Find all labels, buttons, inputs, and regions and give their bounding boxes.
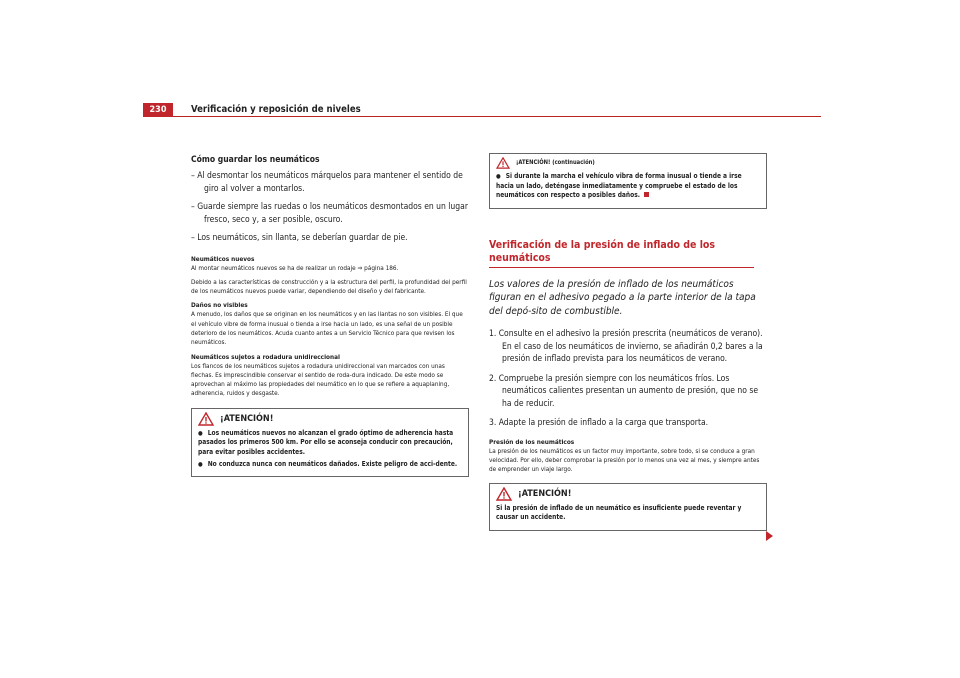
warning-title: ¡ATENCIÓN! bbox=[220, 413, 274, 424]
pressure-text: La presión de los neumáticos es un factor muy importante, sobre todo, si se conduce a gran velocidad. Por ello, deber comprobar la presión por lo menos una vez al mes, y siempre antes de emprender un viaje largo. bbox=[489, 446, 760, 474]
dash-item-3: – Los neumáticos, sin llanta, se deberían guardar de pie. bbox=[191, 233, 408, 243]
warning-bullet-1: ● Los neumáticos nuevos no alcanzan el grado óptimo de adherencia hasta pasados los primeros 500 km. Por ello se aconseja conducir con precaución, para evitar posibles accidentes. bbox=[198, 429, 462, 458]
warning-continued-bullet: ● Si durante la marcha el vehículo vibra de forma inusual o tiende a irse hacia un lado, deténgase inmediatamente y compruebe el estado de los neumáticos con respecto a posibles daños. bbox=[496, 172, 760, 201]
warning-box bbox=[191, 408, 469, 477]
section-title: Verificación de la presión de inflado de los neumáticos bbox=[489, 238, 716, 264]
warning-triangle-icon bbox=[496, 157, 510, 169]
continue-arrow-icon bbox=[766, 531, 773, 541]
step-3: 3. Adapte la presión de inflado a la carga que transporta. bbox=[489, 418, 709, 429]
dash-item-1: – Al desmontar los neumáticos márquelos para mantener el sentido de giro al volver a montarlos. bbox=[191, 171, 463, 194]
warning-text-right: Si la presión de inflado de un neumático es insuficiente puede reventar y causar un accidente. bbox=[496, 503, 742, 522]
right-column bbox=[489, 153, 767, 531]
header-rule bbox=[143, 116, 821, 117]
section-intro: Los valores de la presión de inflado de los neumáticos figuran en el adhesivo pegado a la parte interior de la tapa del depó-sito de combustible. bbox=[489, 278, 756, 317]
directional-text: Los flancos de los neumáticos sujetos a rodadura unidireccional van marcados con unas flechas. Es imprescindible conservar el sentido de roda-dura indicado. De este modo se aprovechan al máximo las propiedades del neumático en lo que se refiere a aquaplaning, adherencia, ruidos y desgaste. bbox=[191, 361, 450, 398]
warning-continued-title: ¡ATENCIÓN! (continuación) bbox=[516, 160, 595, 166]
warning-triangle-icon bbox=[198, 412, 214, 426]
hidden-damage-text: A menudo, los daños que se originan en los neumáticos y en las llantas no son visibles. El que el vehículo vibre de forma inusual o tienda a irse hacia un lado, es una señal de un posible deterioro de los neumáticos. Acuda cuanto antes a un Servicio Técnico para que revisen los neumáticos. bbox=[191, 310, 463, 347]
hidden-damage-heading: Daños no visibles bbox=[191, 301, 248, 310]
warning-triangle-icon bbox=[496, 487, 512, 501]
new-tires-text-2: Debido a las características de construcción y a la estructura del perfil, la profundidad del perfil de los neumáticos nuevos puede variar, dependiendo del diseño y del fabricante. bbox=[191, 277, 467, 296]
warning-title-right: ¡ATENCIÓN! bbox=[518, 488, 572, 499]
left-column bbox=[191, 155, 469, 477]
step-2: 2. Compruebe la presión siempre con los neumáticos fríos. Los neumáticos calientes presentan un aumento de presión, que no se ha de reducir. bbox=[489, 373, 759, 409]
pressure-heading: Presión de los neumáticos bbox=[489, 437, 575, 446]
warning-box-right bbox=[489, 483, 767, 531]
warning-continued-box bbox=[489, 153, 767, 209]
section-rule bbox=[489, 267, 754, 268]
step-1: 1. Consulte en el adhesivo la presión prescrita (neumáticos de verano). En el caso de los neumáticos de invierno, se añadirán 0,2 bares a la presión de inflado prevista para los neumáticos de verano. bbox=[489, 329, 763, 365]
directional-heading: Neumáticos sujetos a rodadura unidireccional bbox=[191, 352, 340, 361]
running-header-title: Verificación y reposición de niveles bbox=[191, 104, 361, 115]
dash-item-2: – Guarde siempre las ruedas o los neumáticos desmontados en un lugar fresco, seco y, a ser posible, oscuro. bbox=[191, 202, 468, 225]
new-tires-heading: Neumáticos nuevos bbox=[191, 254, 255, 263]
warning-bullet-2: ● No conduzca nunca con neumáticos dañados. Existe peligro de acci-dente. bbox=[198, 460, 462, 470]
end-marker bbox=[644, 192, 649, 197]
storage-heading: Cómo guardar los neumáticos bbox=[191, 155, 320, 165]
page-number: 230 bbox=[143, 103, 173, 117]
new-tires-text-1: Al montar neumáticos nuevos se ha de realizar un rodaje ⇒ página 186. bbox=[191, 263, 399, 272]
